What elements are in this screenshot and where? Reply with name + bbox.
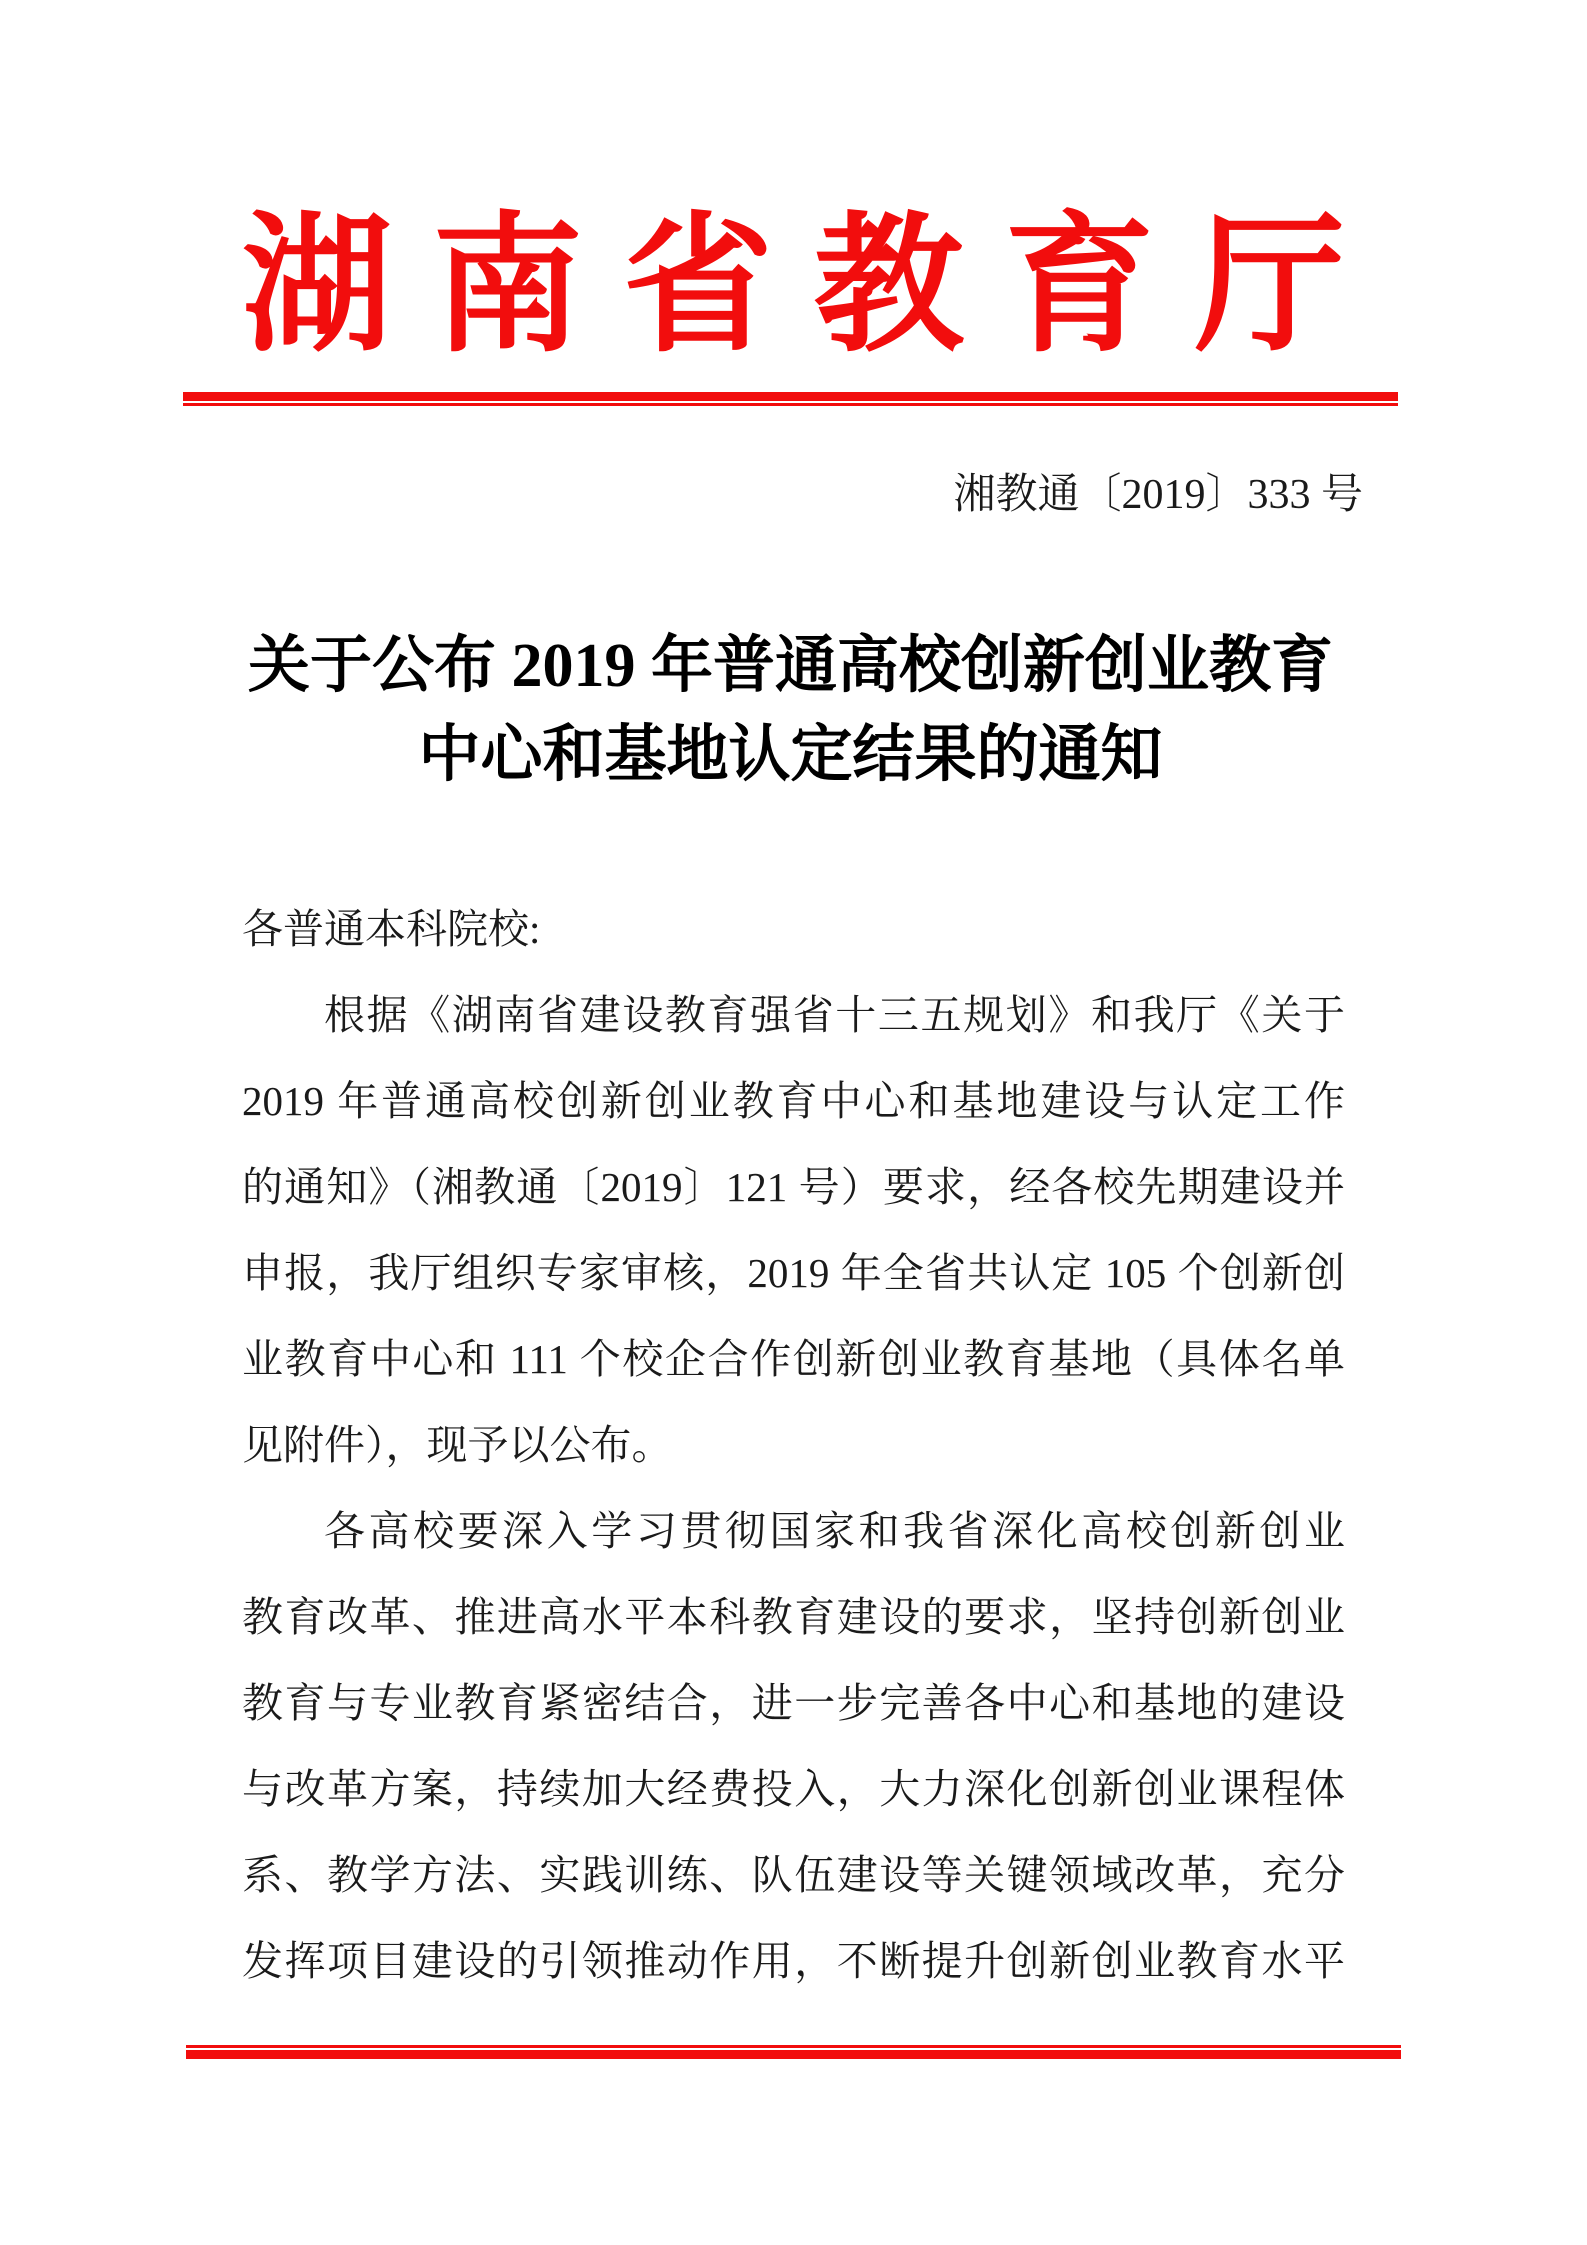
body-line: 发挥项目建设的引领推动作用，不断提升创新创业教育水平 <box>242 1938 1345 1984</box>
agency-char: 厅 <box>1194 204 1345 370</box>
agency-char: 育 <box>1004 204 1155 370</box>
agency-char: 教 <box>813 204 964 370</box>
header-divider-double-rule <box>183 392 1398 406</box>
salutation-line: 各普通本科院校: <box>242 906 541 952</box>
body-line: 教育与专业教育紧密结合，进一步完善各中心和基地的建设 <box>242 1680 1345 1726</box>
body-line: 2019 年普通高校创新创业教育中心和基地建设与认定工作 <box>242 1078 1345 1124</box>
divider-thin-bar <box>183 403 1398 406</box>
agency-header <box>242 204 1345 370</box>
body-line: 申报，我厅组织专家审核，2019 年全省共认定 105 个创新创 <box>242 1250 1345 1296</box>
body-line: 各高校要深入学习贯彻国家和我省深化高校创新创业 <box>324 1508 1345 1554</box>
body-line: 见附件），现予以公布。 <box>242 1422 673 1468</box>
body-line: 业教育中心和 111 个校企合作创新创业教育基地（具体名单 <box>242 1336 1345 1382</box>
divider-thick-bar <box>183 392 1398 401</box>
body-line: 教育改革、推进高水平本科教育建设的要求，坚持创新创业 <box>242 1594 1345 1640</box>
body-line: 的通知》（湘教通〔2019〕121 号）要求，经各校先期建设并 <box>242 1164 1345 1210</box>
body-line: 根据《湖南省建设教育强省十三五规划》和我厅《关于 <box>324 992 1345 1038</box>
footer-divider-double-rule <box>186 2045 1401 2059</box>
divider-thick-bar <box>186 2050 1401 2059</box>
document-title <box>183 622 1398 800</box>
body-line: 与改革方案，持续加大经费投入，大力深化创新创业课程体 <box>242 1766 1345 1812</box>
agency-char: 省 <box>623 204 774 370</box>
document-number: 湘教通〔2019〕333 号 <box>953 472 1363 518</box>
document-title-line-2: 中心和基地认定结果的通知 <box>418 721 1163 789</box>
body-line: 系、教学方法、实践训练、队伍建设等关键领域改革，充分 <box>242 1852 1345 1898</box>
document-body <box>242 886 1345 2004</box>
agency-char: 湖 <box>242 204 393 370</box>
document-title-line-1: 关于公布 2019 年普通高校创新创业教育 <box>247 632 1333 700</box>
agency-char: 南 <box>432 204 583 370</box>
